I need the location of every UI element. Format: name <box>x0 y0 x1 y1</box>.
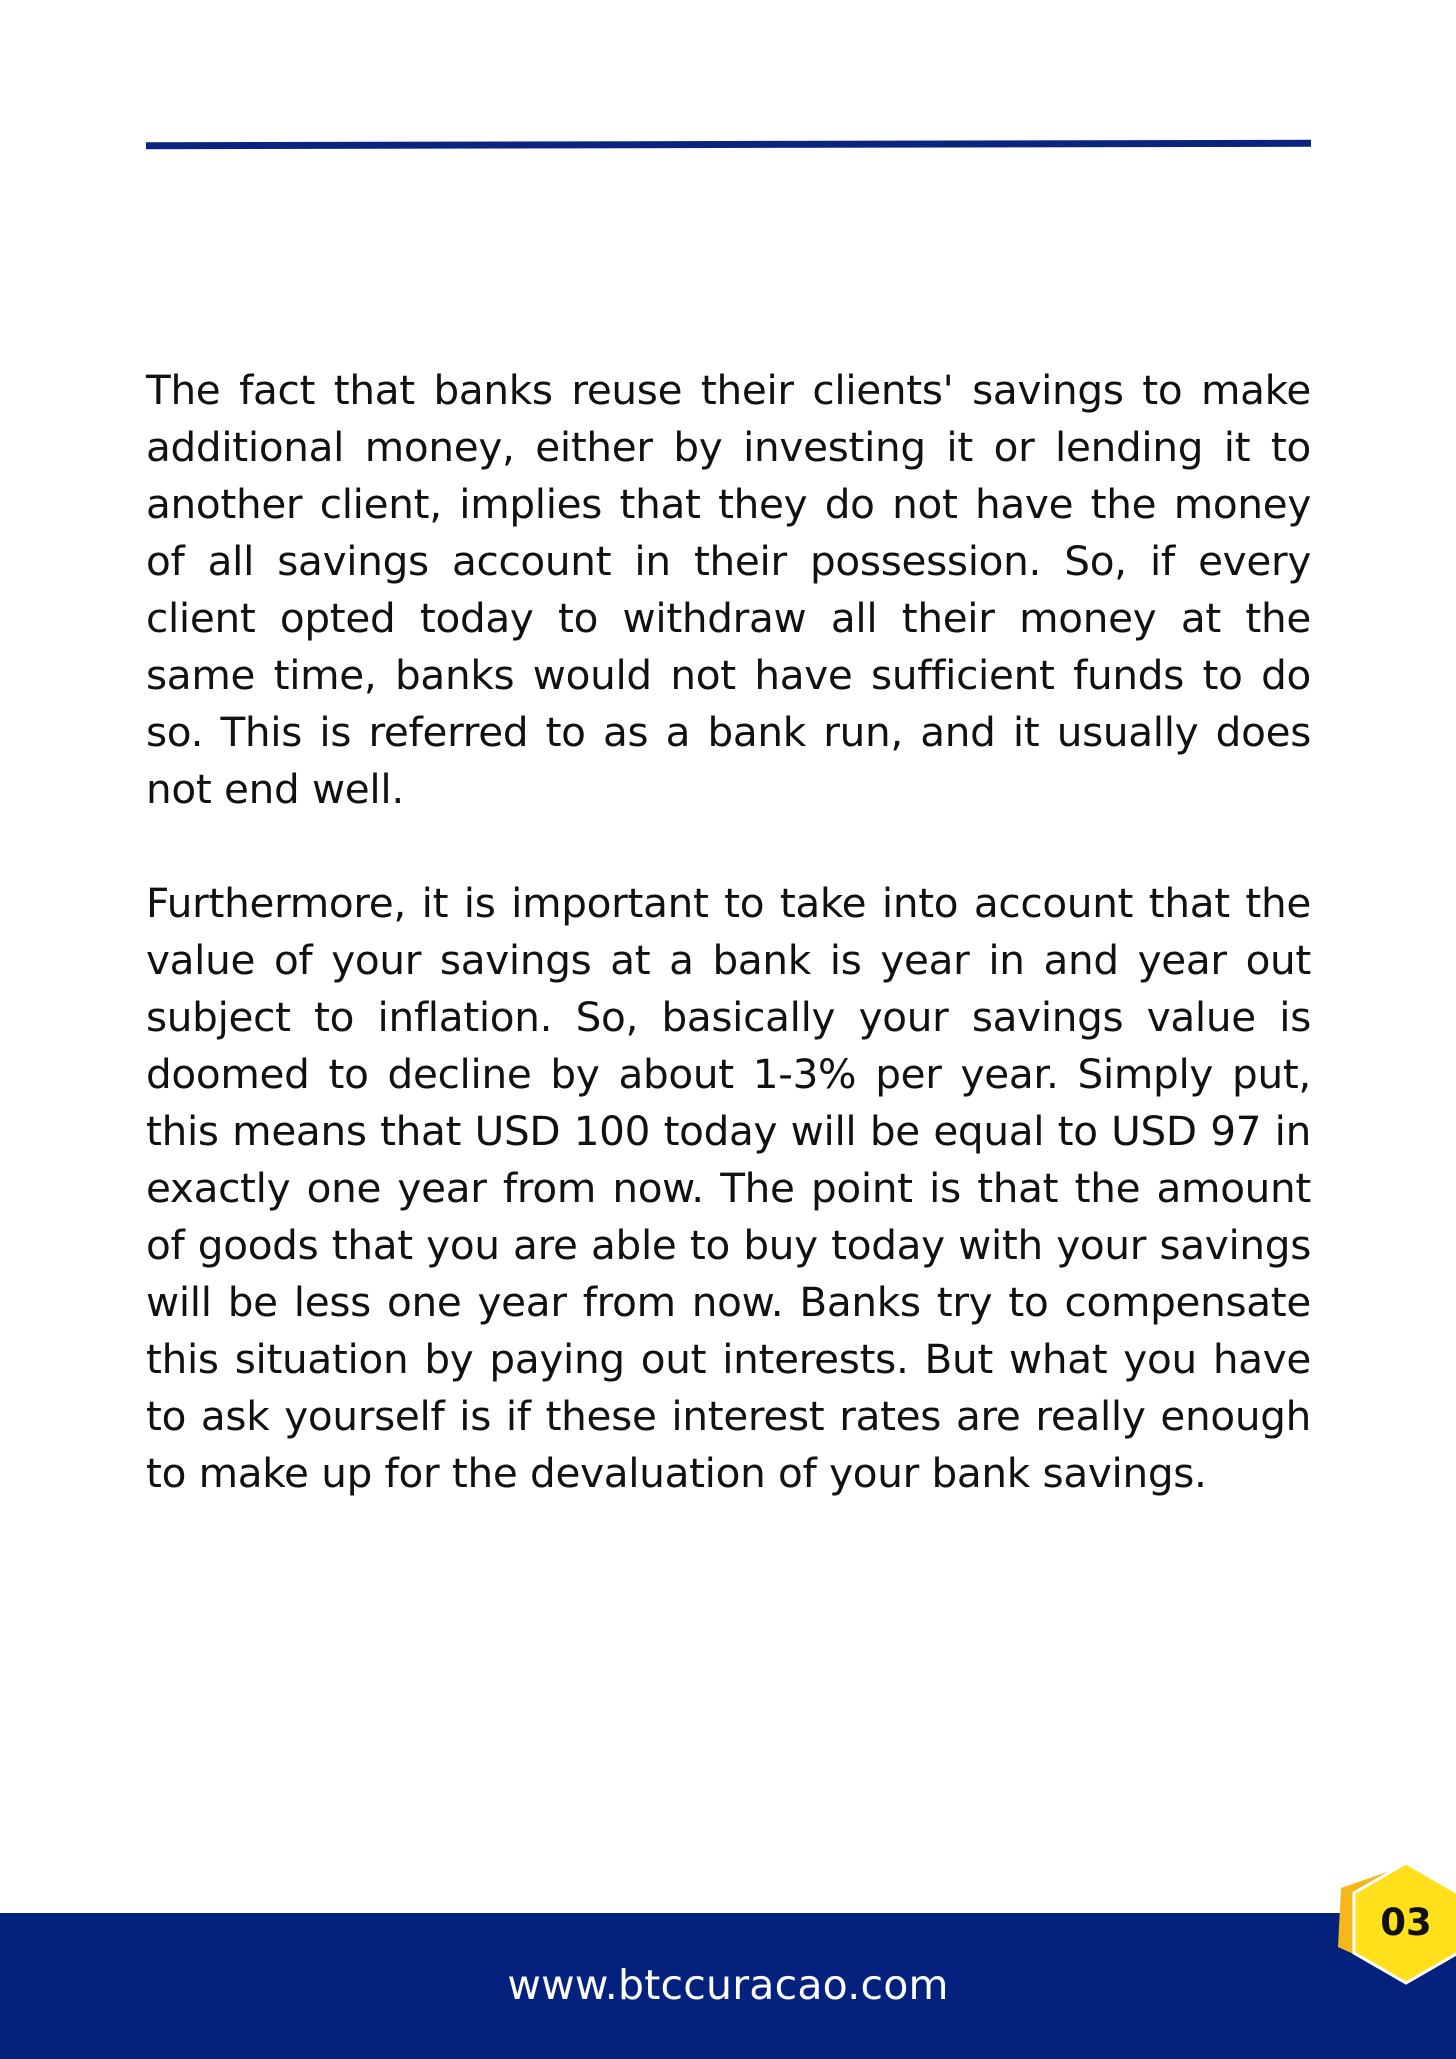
footer-website-link[interactable]: www.btccuracao.com <box>507 1961 949 2009</box>
paragraph-bank-run: The fact that banks reuse their clients' savings to make additional money, either by investing it or lending it to another client, implies that they do not have the money of all savings account in their possession. So, if every client opted today to withdraw all their money at the same time, banks would not have sufficient funds to do so. This is referred to as a bank run, and it usually does not end well. <box>146 366 1311 813</box>
page-number: 03 <box>1380 1901 1432 1944</box>
body-text <box>146 362 1311 1502</box>
paragraph-inflation: Furthermore, it is important to take into account that the value of your savings at a bank is year in and year out subject to inflation. So, basically your savings value is doomed to decline by about 1-3% per year. Simply put, this means that USD 100 today will be equal to USD 97 in exactly one year from now. The point is that the amount of goods that you are able to buy today with your savings will be less one year from now. Banks try to compensate this situation by paying out interests. But what you have to ask yourself is if these interest rates are really enough to make up for the devaluation of your bank savings. <box>146 879 1311 1497</box>
header-divider <box>146 140 1311 149</box>
